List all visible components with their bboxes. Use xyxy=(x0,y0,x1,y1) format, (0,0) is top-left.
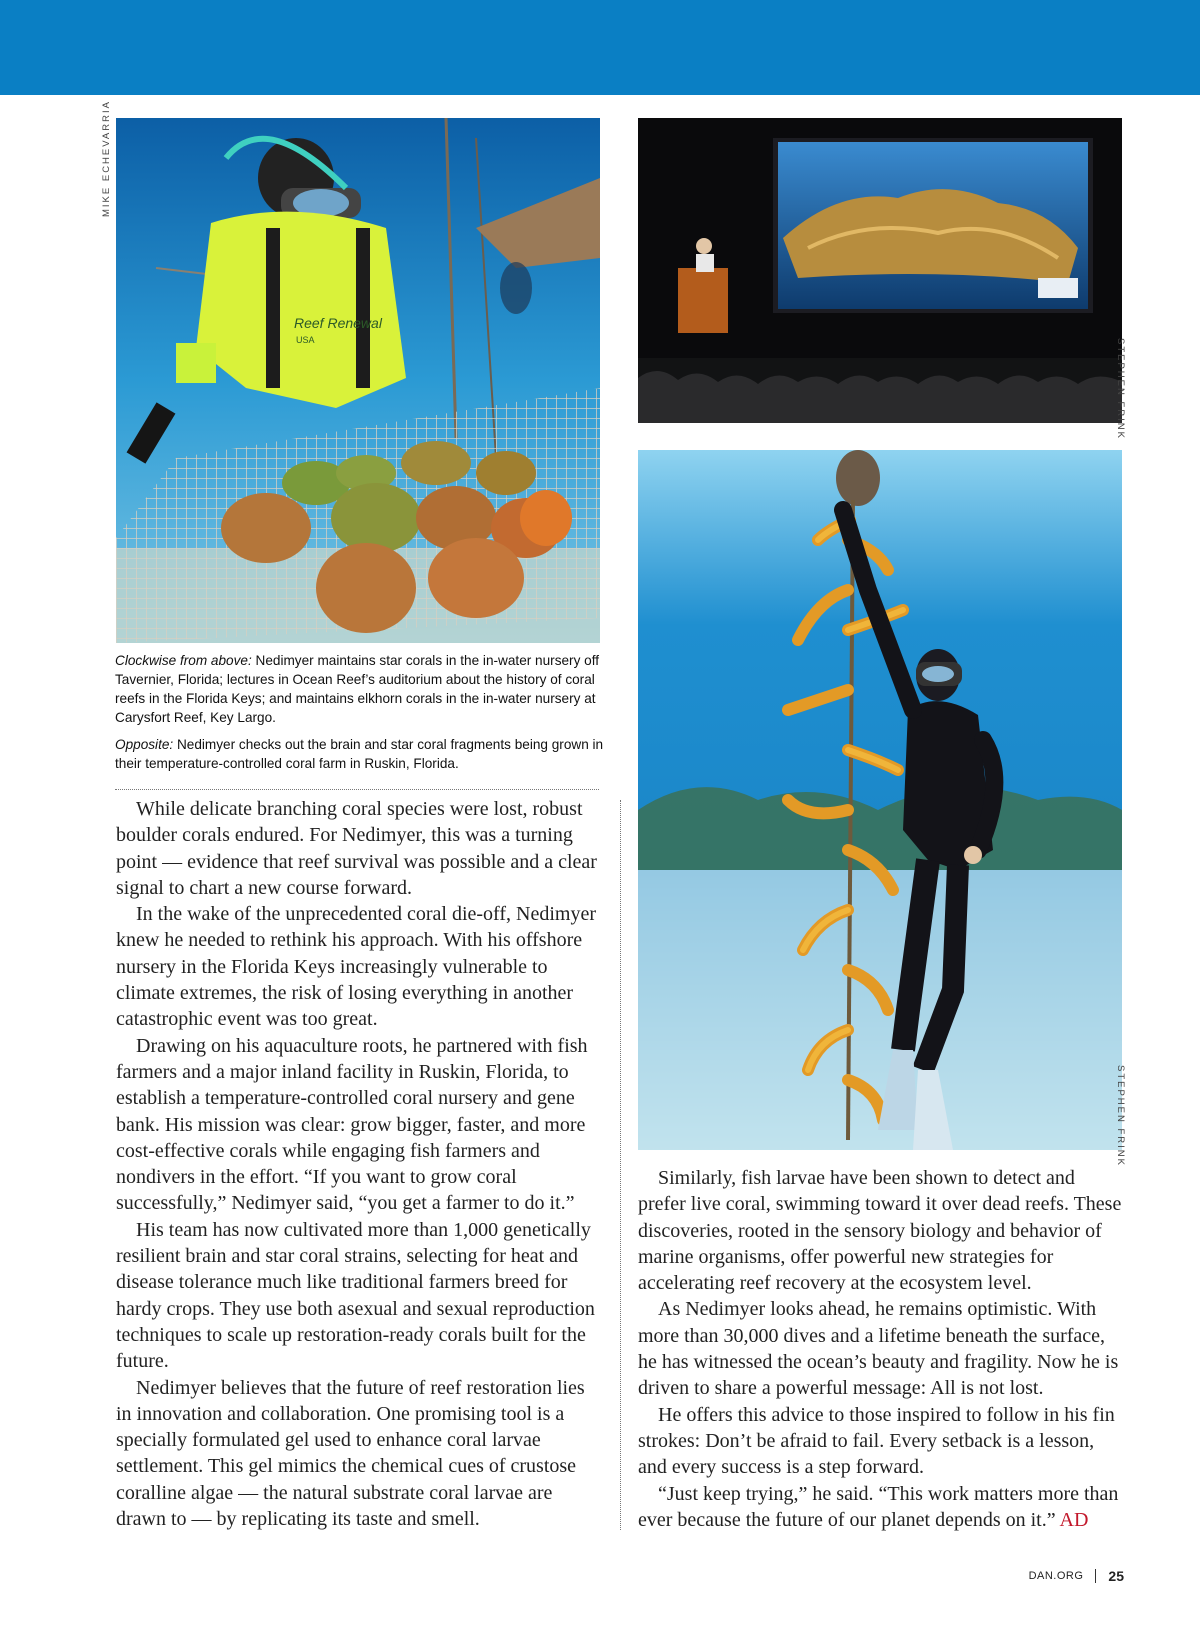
caption-main xyxy=(115,651,605,727)
photo-star-coral-nursery xyxy=(116,118,600,643)
caption-opposite xyxy=(115,735,605,773)
column-divider xyxy=(620,800,621,1530)
paragraph: While delicate branching coral species were lost, robust boulder corals endured. For Nedimyer, this was a turning point — evidence that reef survival was possible and a clear signal to chart a new course forward. xyxy=(116,798,597,899)
paragraph: Drawing on his aquaculture roots, he partnered with fish farmers and a major inland facility in Ruskin, Florida, to establish a temperature-controlled coral nursery and gene bank. His mission was clear: grow bigger, faster, and more cost-effective corals while engaging fish farmers and nondivers in the effort. “If you want to grow coral successfully,” Nedimyer said, “you get a farmer to do it.” xyxy=(116,1034,588,1215)
paragraph: As Nedimyer looks ahead, he remains optimistic. With more than 30,000 dives and a lifetime beneath the surface, he has witnessed the ocean’s beauty and fragility. Now he is driven to share a powerful message: All is not lost. xyxy=(638,1298,1119,1400)
article-column-right xyxy=(638,1165,1124,1533)
signoff-mark: AD xyxy=(1059,1508,1089,1531)
header-band xyxy=(0,0,1200,95)
paragraph: In the wake of the unprecedented coral die-off, Nedimyer knew he needed to rethink his approach. With his offshore nursery in the Florida Keys increasingly vulnerable to climate extremes, the risk of losing everything in another catastrophic event was too great. xyxy=(116,903,596,1031)
caption-lead: Clockwise from above: xyxy=(115,653,252,668)
closing-quote: “Just keep trying,” he said. “This work matters more than ever because the future of our planet depends on it.” xyxy=(638,1482,1119,1531)
paragraph: His team has now cultivated more than 1,000 genetically resilient brain and star coral strains, selecting for heat and disease tolerance much like traditional farmers breed for hardy crops. They use both asexual and sexual reproduction techniques to scale up restoration-ready corals built for the future. xyxy=(116,1218,595,1373)
caption-divider xyxy=(115,789,599,790)
article-column-left xyxy=(116,796,600,1532)
page-footer xyxy=(1029,1568,1124,1584)
paragraph: He offers this advice to those inspired to follow in his fin strokes: Don’t be afraid to fail. Every setback is a lesson, and every success is a step forward. xyxy=(638,1403,1115,1479)
photo-credit: STEPHEN FRINK xyxy=(1115,338,1126,441)
photo-caption xyxy=(115,651,605,781)
photo-credit: STEPHEN FRINK xyxy=(1115,1065,1126,1168)
footer-separator xyxy=(1095,1569,1096,1583)
caption-text: Nedimyer maintains star corals in the in-water nursery off Tavernier, Florida; lectures in Ocean Reef’s auditorium about the history of coral reefs in the Florida Keys; and maintains elkhorn corals in the in-water nursery at Carysfort Reef, Key Largo. xyxy=(115,653,600,725)
photo-auditorium-lecture xyxy=(638,118,1122,423)
page-number: 25 xyxy=(1108,1568,1124,1584)
shirt-logo-subtext: USA xyxy=(296,335,315,345)
footer-site: DAN.ORG xyxy=(1028,1570,1084,1582)
caption-opposite-text: Nedimyer checks out the brain and star coral fragments being grown in their temperature-controlled coral farm in Ruskin, Florida. xyxy=(115,737,604,771)
photo-credit: MIKE ECHEVARRIA xyxy=(101,100,112,217)
caption-opposite-lead: Opposite: xyxy=(115,737,174,752)
paragraph: Nedimyer believes that the future of reef restoration lies in innovation and collaboration. One promising tool is a specially formulated gel used to enhance coral larvae settlement. This gel mimics the chemical cues of crustose coralline algae — the natural substrate coral larvae are drawn to — by replicating its taste and smell. xyxy=(116,1376,585,1531)
photo-elkhorn-tree xyxy=(638,450,1122,1150)
paragraph: Similarly, fish larvae have been shown to detect and prefer live coral, swimming toward it over dead reefs. These discoveries, rooted in the sensory biology and behavior of marine organisms, offer powerful new strategies for accelerating reef recovery at the ecosystem level. xyxy=(638,1167,1122,1295)
shirt-logo-text: Reef Renewal xyxy=(294,315,382,331)
closing-paragraph xyxy=(638,1481,1124,1534)
